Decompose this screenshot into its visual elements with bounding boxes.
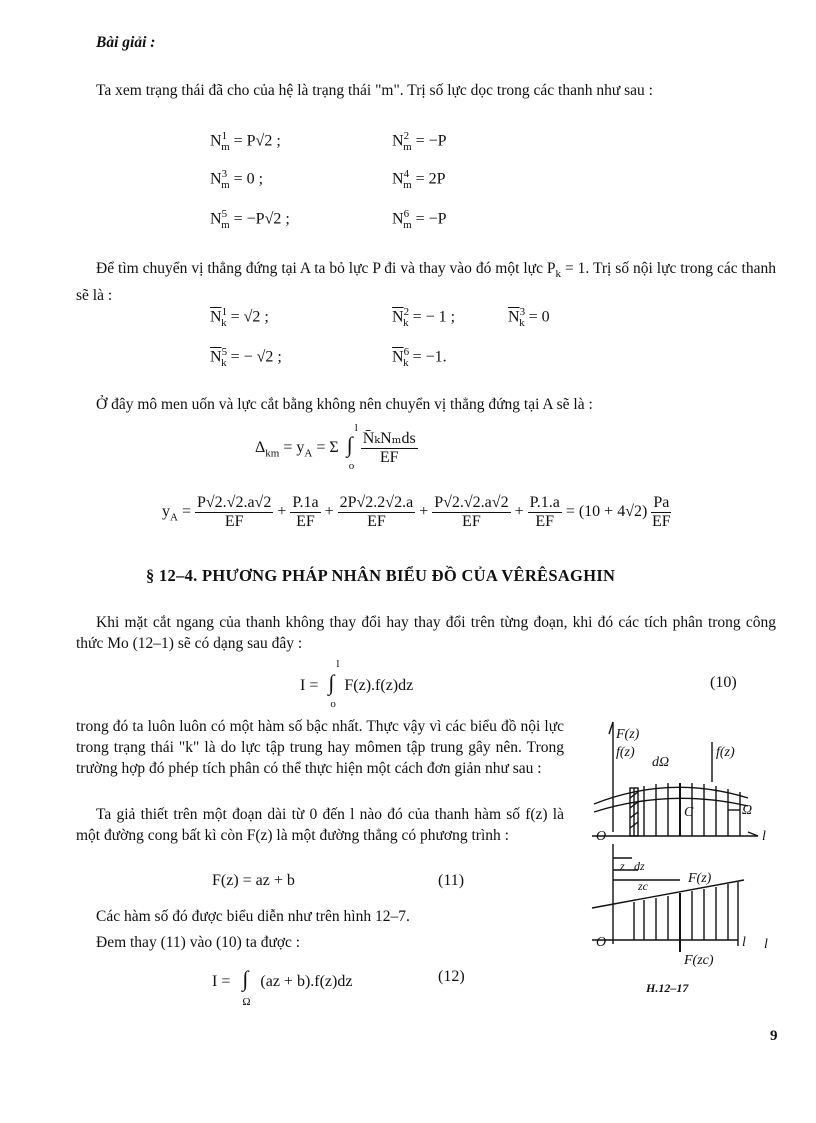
formula-nm4: $N^4_m = 2P$ (392, 168, 446, 191)
formula-nk2: $\overline{N}^2_k$ = − 1 ; (392, 306, 456, 329)
label-Fz-top: F(z) (616, 727, 640, 742)
paragraph-assumption: Ta giả thiết trên một đoạn dài từ 0 đến l nào đó của thanh hàm số f(z) là một đường cong bất kì còn F(z) là một đường thẳng có phương trình : (76, 806, 564, 844)
label-l2b: l (764, 937, 768, 952)
section-heading: § 12–4. PHƯƠNG PHÁP NHÂN BIỂU ĐỒ CỦA VÊRÊSAGHIN (146, 566, 616, 585)
formula-nk3: $\overline{N}^3_k = 0$ (508, 306, 550, 329)
figure-veresaghin (580, 712, 780, 1002)
curve-lower (594, 798, 748, 812)
paragraph-figure-ref: Các hàm số đó được biểu diễn như trên hình 12–7. (96, 908, 410, 925)
label-Fzc: F(zc) (684, 953, 714, 968)
paragraph-unit-load: Để tìm chuyển vị thẳng đứng tại A ta bỏ lực P đi và thay vào đó một lực $P_k = 1$. Trị số nội lực trong các thanh sẽ là : (76, 260, 776, 305)
formula-nk6: $\overline{N}^6_k = -1$. (392, 346, 447, 369)
figure-caption: H.12–17 (646, 981, 689, 995)
label-l1: l (762, 829, 766, 844)
label-O1: O (596, 829, 607, 844)
equation-12-number: (12) (438, 968, 465, 985)
equation-10: I = ∫ l o F(z).f(z)dz (300, 658, 414, 710)
formula-nk1: $\overline{N}^1_k = √2$ ; (210, 306, 269, 329)
formula-nk5: $\overline{N}^5_k$ = − √2 ; (210, 346, 282, 369)
page-number: 9 (770, 1028, 778, 1044)
paragraph-substitute: Đem thay (11) vào (10) ta được : (96, 934, 301, 951)
label-dz: dz (634, 859, 645, 873)
paragraph-displacement: Ở đây mô men uốn và lực cắt bằng không nên chuyển vị thẳng đứng tại A sẽ là : (96, 396, 593, 413)
formula-ya: $y_A$ = $\frac{P√2.√2.a√2}{EF}$ + $\frac{P.1a}{EF}$ + $\frac{2P√2.2√2.a}{EF}$ + $\frac{P√2.√2.a√2}{EF}$ + $\frac{P.1.a}{EF}$ = (10 + 4√2) $\frac{Pa}{EF}$ (162, 494, 671, 530)
formula-nm2: $N^2_m = -P$ (392, 130, 447, 153)
label-fz-top: f(z) (616, 745, 635, 760)
label-C: C (684, 805, 694, 820)
equation-11-number: (11) (438, 872, 465, 889)
label-fz-right: f(z) (716, 745, 735, 760)
equation-11: F(z) = az + b (212, 872, 295, 889)
label-l2: l (742, 935, 746, 950)
formula-nm3: $N^3_m = 0$ ; (210, 168, 264, 191)
label-Fz-mid: F(z) (688, 871, 712, 886)
label-zc: zc (638, 879, 648, 893)
formula-nm6: $N^6_m = -P$ (392, 208, 447, 231)
paragraph-intro: Ta xem trạng thái đã cho của hệ là trạng thái "m". Trị số lực dọc trong các thanh như sau : (96, 82, 653, 99)
formula-nm1: $N^1_m = P√2$ ; (210, 130, 281, 153)
paragraph-integral-intro: Khi mặt cắt ngang của thanh không thay đổi hay thay đổi trên từng đoạn, khi đó các tích phân trong công thức Mo (12–1) sẽ có dạng sau đây : (76, 614, 776, 652)
equation-12: I = ∫ Ω (az + b).f(z)dz (212, 966, 353, 1008)
equation-10-number: (10) (710, 674, 737, 691)
formula-nm5: $N^5_m = -P√2$ ; (210, 208, 290, 231)
solution-label: Bài giải : (96, 34, 156, 51)
label-O2: O (596, 935, 607, 950)
formula-delta-km: $\Delta_{km} = y_A = \Sigma$ ∫ l o $\frac{\text{N̄ₖNₘds}}{EF}$ (255, 422, 416, 473)
label-domega: dΩ (652, 755, 670, 770)
label-omega: Ω (742, 803, 753, 818)
label-z: z (620, 859, 625, 873)
paragraph-linear-function: trong đó ta luôn luôn có một hàm số bậc nhất. Thực vậy vì các biểu đồ nội lực trong trạng thái "k" là do lực tập trung hay mômen tập trung gây nên. Trong trường hợp đó phép tích phân có thể thực hiện một cách đơn giản như sau : (76, 718, 564, 777)
